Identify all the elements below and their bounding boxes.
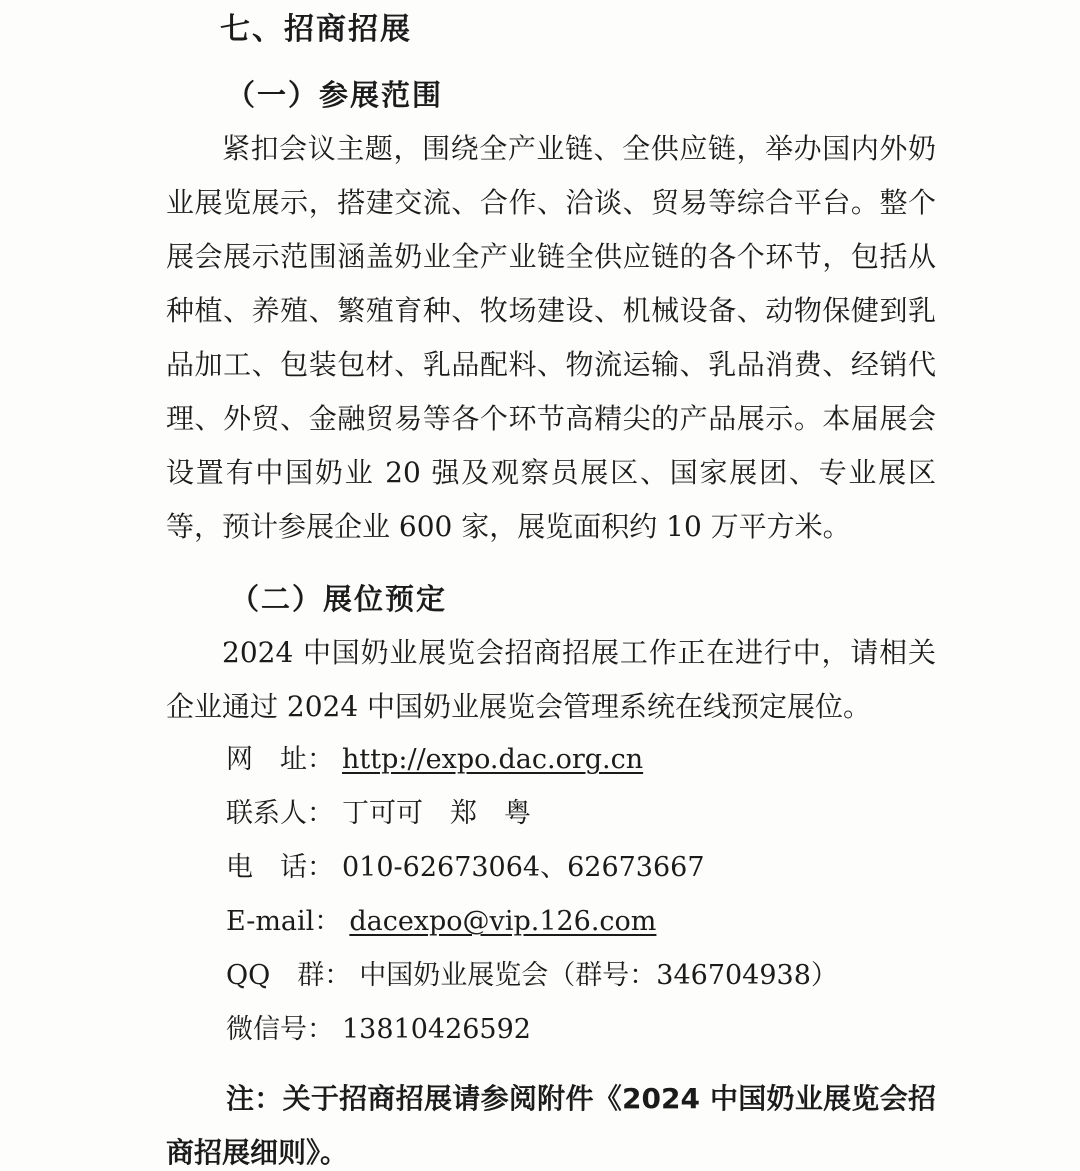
phone-label: 电 话： xyxy=(226,852,334,883)
email-link[interactable]: dacexpo@vip.126.com xyxy=(349,906,657,937)
person-label: 联系人： xyxy=(226,798,334,829)
contact-phone xyxy=(226,851,705,885)
section-title: 七、招商招展 xyxy=(220,12,412,47)
website-link[interactable]: http://expo.dac.org.cn xyxy=(342,744,644,775)
contact-email xyxy=(226,905,656,939)
scope-paragraph: 紧扣会议主题，围绕全产业链、全供应链，举办国内外奶业展览展示，搭建交流、合作、洽谈、贸易等综合平台。整个展会展示范围涵盖奶业全产业链全供应链的各个环节，包括从种植、养殖、繁殖育种、牧场建设、机械设备、动物保健到乳品加工、包装包材、乳品配料、物流运输、乳品消费、经销代理、外贸、金融贸易等各个环节高精尖的产品展示。本届展会设置有中国奶业 20 强及观察员展区、国家展团、专业展区等，预计参展企业 600 家，展览面积约 10 万平方米。 xyxy=(166,132,936,543)
booking-paragraph: 2024 中国奶业展览会招商招展工作正在进行中，请相关企业通过 2024 中国奶业展览会管理系统在线预定展位。 xyxy=(166,636,936,723)
phone-value: 010-62673064、62673667 xyxy=(342,852,705,883)
contact-qq xyxy=(226,959,838,993)
wechat-label: 微信号： xyxy=(226,1014,334,1045)
qq-label: QQ 群： xyxy=(226,960,352,991)
booking-heading: （二）展位预定 xyxy=(230,582,448,616)
email-label: E-mail： xyxy=(226,906,342,937)
contact-wechat xyxy=(226,1013,531,1047)
scope-heading: （一）参展范围 xyxy=(226,78,444,112)
website-label: 网 址： xyxy=(226,744,334,775)
attachment-note: 注：关于招商招展请参阅附件《2024 中国奶业展览会招商招展细则》。 xyxy=(166,1082,936,1169)
contact-website xyxy=(226,743,643,777)
qq-value: 中国奶业展览会（群号：346704938） xyxy=(359,960,838,991)
person-value: 丁可可 郑 粤 xyxy=(342,798,531,829)
wechat-value: 13810426592 xyxy=(342,1014,531,1045)
contact-person xyxy=(226,797,531,831)
